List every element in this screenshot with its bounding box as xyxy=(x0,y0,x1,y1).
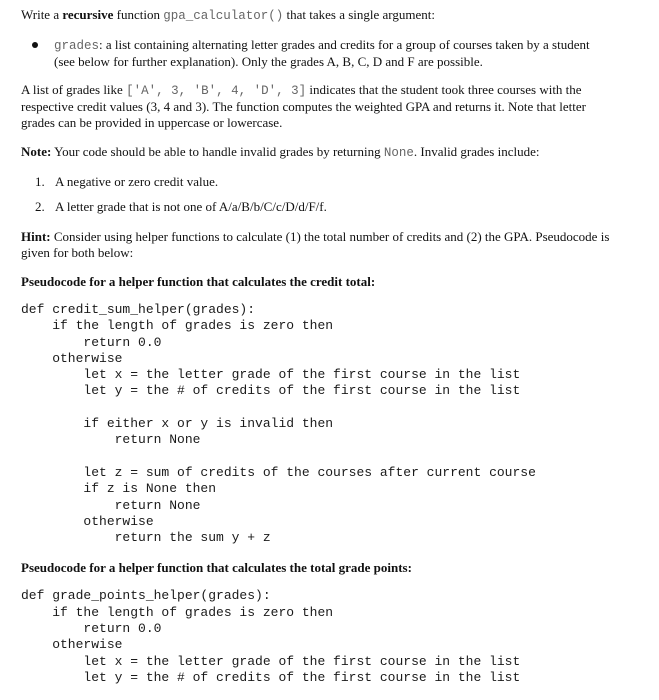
bullet-line-2: (see below for further explanation). Only the grades A, B, C, D and F are possible. xyxy=(54,54,483,69)
hint-line-2: given for both below: xyxy=(21,245,134,260)
list-item xyxy=(21,199,639,215)
pseudocode-heading-credit-sum: Pseudocode for a helper function that calculates the credit total: xyxy=(21,274,376,289)
pseudocode-credit-sum: def credit_sum_helper(grades): if the length of grades is zero then return 0.0 otherwise let x = the letter grade of the first course in the list let y = the # of credits of the first course in the list if either x or y is invalid then return None let z = sum of credits of the courses after current course if z is None then return None otherwise return the sum y + z xyxy=(21,302,536,546)
pseudocode-heading-grade-points: Pseudocode for a helper function that calculates the total grade points: xyxy=(21,560,412,576)
bullet-icon xyxy=(32,42,38,48)
bullet-line1-text: : a list containing alternating letter grades and credits for a group of courses taken by a student xyxy=(99,37,590,52)
intro-paragraph xyxy=(21,7,639,24)
hint-paragraph xyxy=(21,229,639,261)
intro-function-word: function xyxy=(113,7,164,22)
list-item-text: A negative or zero credit value. xyxy=(55,174,219,189)
example-line-1 xyxy=(21,82,639,99)
intro-takes: that takes a single argument: xyxy=(283,7,435,22)
list-item-number: 2. xyxy=(35,199,45,214)
hint-line-1 xyxy=(21,229,639,245)
example-list-literal: ['A', 3, 'B', 4, 'D', 3] xyxy=(126,84,307,98)
example-post: indicates that the student took three courses with the xyxy=(306,82,582,97)
function-name: gpa_calculator() xyxy=(163,9,284,23)
note-text-pre: Your code should be able to handle invalid grades by returning xyxy=(51,144,384,159)
example-pre: A list of grades like xyxy=(21,82,127,97)
example-paragraph xyxy=(21,82,639,131)
note-label: Note: xyxy=(21,144,52,159)
pseudocode-grade-points: def grade_points_helper(grades): if the length of grades is zero then return 0.0 otherwise let x = the letter grade of the first course in the list let y = the # of credits of the first course in the list xyxy=(21,588,521,685)
note-text-post: . Invalid grades include: xyxy=(413,144,540,159)
intro-write: Write a xyxy=(21,7,63,22)
example-line-3: grades can be provided in uppercase or lowercase. xyxy=(21,115,283,130)
assignment-page xyxy=(21,7,639,686)
argument-name: grades xyxy=(54,39,100,53)
invalid-grades-list xyxy=(21,174,639,215)
intro-recursive: recursive xyxy=(62,7,114,22)
hint-label: Hint: xyxy=(21,229,51,244)
list-item-text: A letter grade that is not one of A/a/B/b/C/c/D/d/F/f. xyxy=(55,199,327,214)
list-item xyxy=(21,174,639,190)
hint-text: Consider using helper functions to calculate (1) the total number of credits and (2) the GPA. Pseudocode is xyxy=(50,229,610,244)
argument-bullet xyxy=(21,37,639,70)
example-line-2: respective credit values (3, 4 and 3). The function computes the weighted GPA and returns it. Note that letter xyxy=(21,99,586,114)
note-none: None xyxy=(383,146,414,160)
list-item-number: 1. xyxy=(35,174,45,189)
note-paragraph xyxy=(21,144,639,161)
bullet-line-1 xyxy=(54,37,639,54)
